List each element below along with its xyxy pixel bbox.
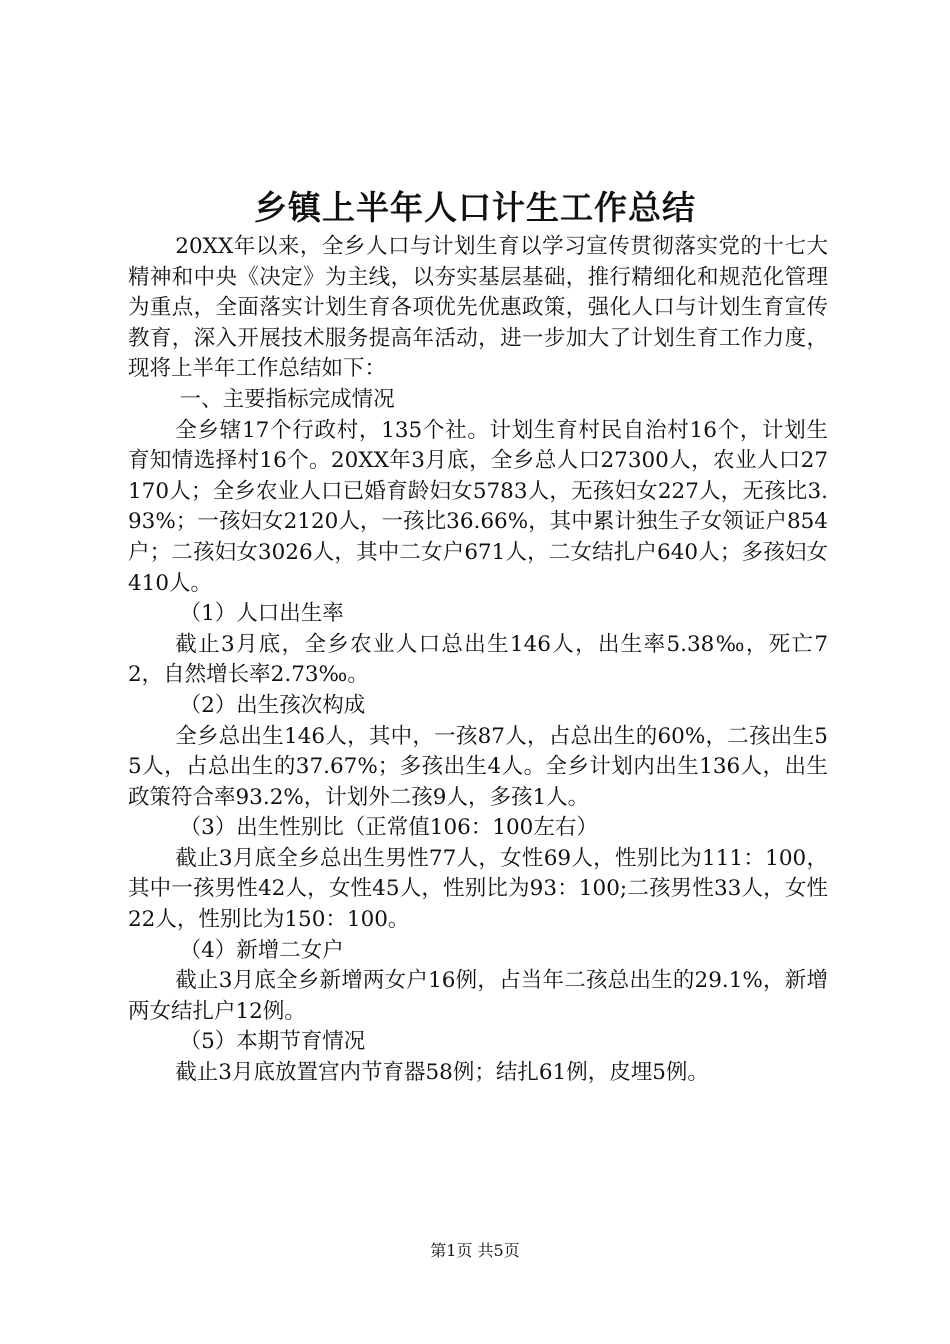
contraception-paragraph: 截止3月底放置宫内节育器58例；结扎61例，皮埋5例。 <box>175 1060 709 1086</box>
document-body <box>128 232 828 1089</box>
birth-rate-paragraph: 截止3月底，全乡农业人口总出生146人，出生率5.38‰，死亡72，自然增长率2.73‰。 <box>128 631 828 688</box>
sex-ratio-paragraph: 截止3月底全乡总出生男性77人，女性69人，性别比为111：100，其中一孩男性42人，女性45人，性别比为93：100;二孩男性33人，女性22人，性别比为150：100。 <box>128 845 828 933</box>
subheading-birth-order: （2）出生孩次构成 <box>179 692 366 718</box>
document-title: 乡镇上半年人口计生工作总结 <box>254 188 696 227</box>
subheading-sex-ratio: （3）出生性别比（正常值106：100左右） <box>179 815 598 841</box>
section-heading-main-indicators: 一、主要指标完成情况 <box>179 386 395 412</box>
population-overview-paragraph: 全乡辖17个行政村，135个社。计划生育村民自治村16个，计划生育知情选择村16个。20XX年3月底，全乡总人口27300人，农业人口27170人；全乡农业人口已婚育龄妇女5783人，无孩妇女227人，无孩比3.93%；一孩妇女2120人，一孩比36.66%，其中累计独生子女领证户854户；二孩妇女3026人，其中二女户671人，二女结扎户640人；多孩妇女410人。 <box>128 417 828 596</box>
subheading-two-daughter-households: （4）新增二女户 <box>179 937 344 963</box>
subheading-contraception: （5）本期节育情况 <box>179 1029 366 1055</box>
birth-order-paragraph: 全乡总出生146人，其中，一孩87人，占总出生的60%，二孩出生55人，占总出生的37.67%；多孩出生4人。全乡计划内出生136人，出生政策符合率93.2%，计划外二孩9人，多孩1人。 <box>128 723 828 810</box>
page-footer: 第1页 共5页 <box>430 1241 520 1260</box>
two-daughter-households-paragraph: 截止3月底全乡新增两女户16例，占当年二孩总出生的29.1%，新增两女结扎户12例。 <box>128 968 828 1024</box>
intro-paragraph: 20XX年以来，全乡人口与计划生育以学习宣传贯彻落实党的十七大精神和中央《决定》为主线，以夯实基层基础，推行精细化和规范化管理为重点，全面落实计划生育各项优先优惠政策，强化人口与计划生育宣传教育，深入开展技术服务提高年活动，进一步加大了计划生育工作力度，现将上半年工作总结如下： <box>128 234 828 382</box>
subheading-birth-rate: （1）人口出生率 <box>179 601 344 627</box>
